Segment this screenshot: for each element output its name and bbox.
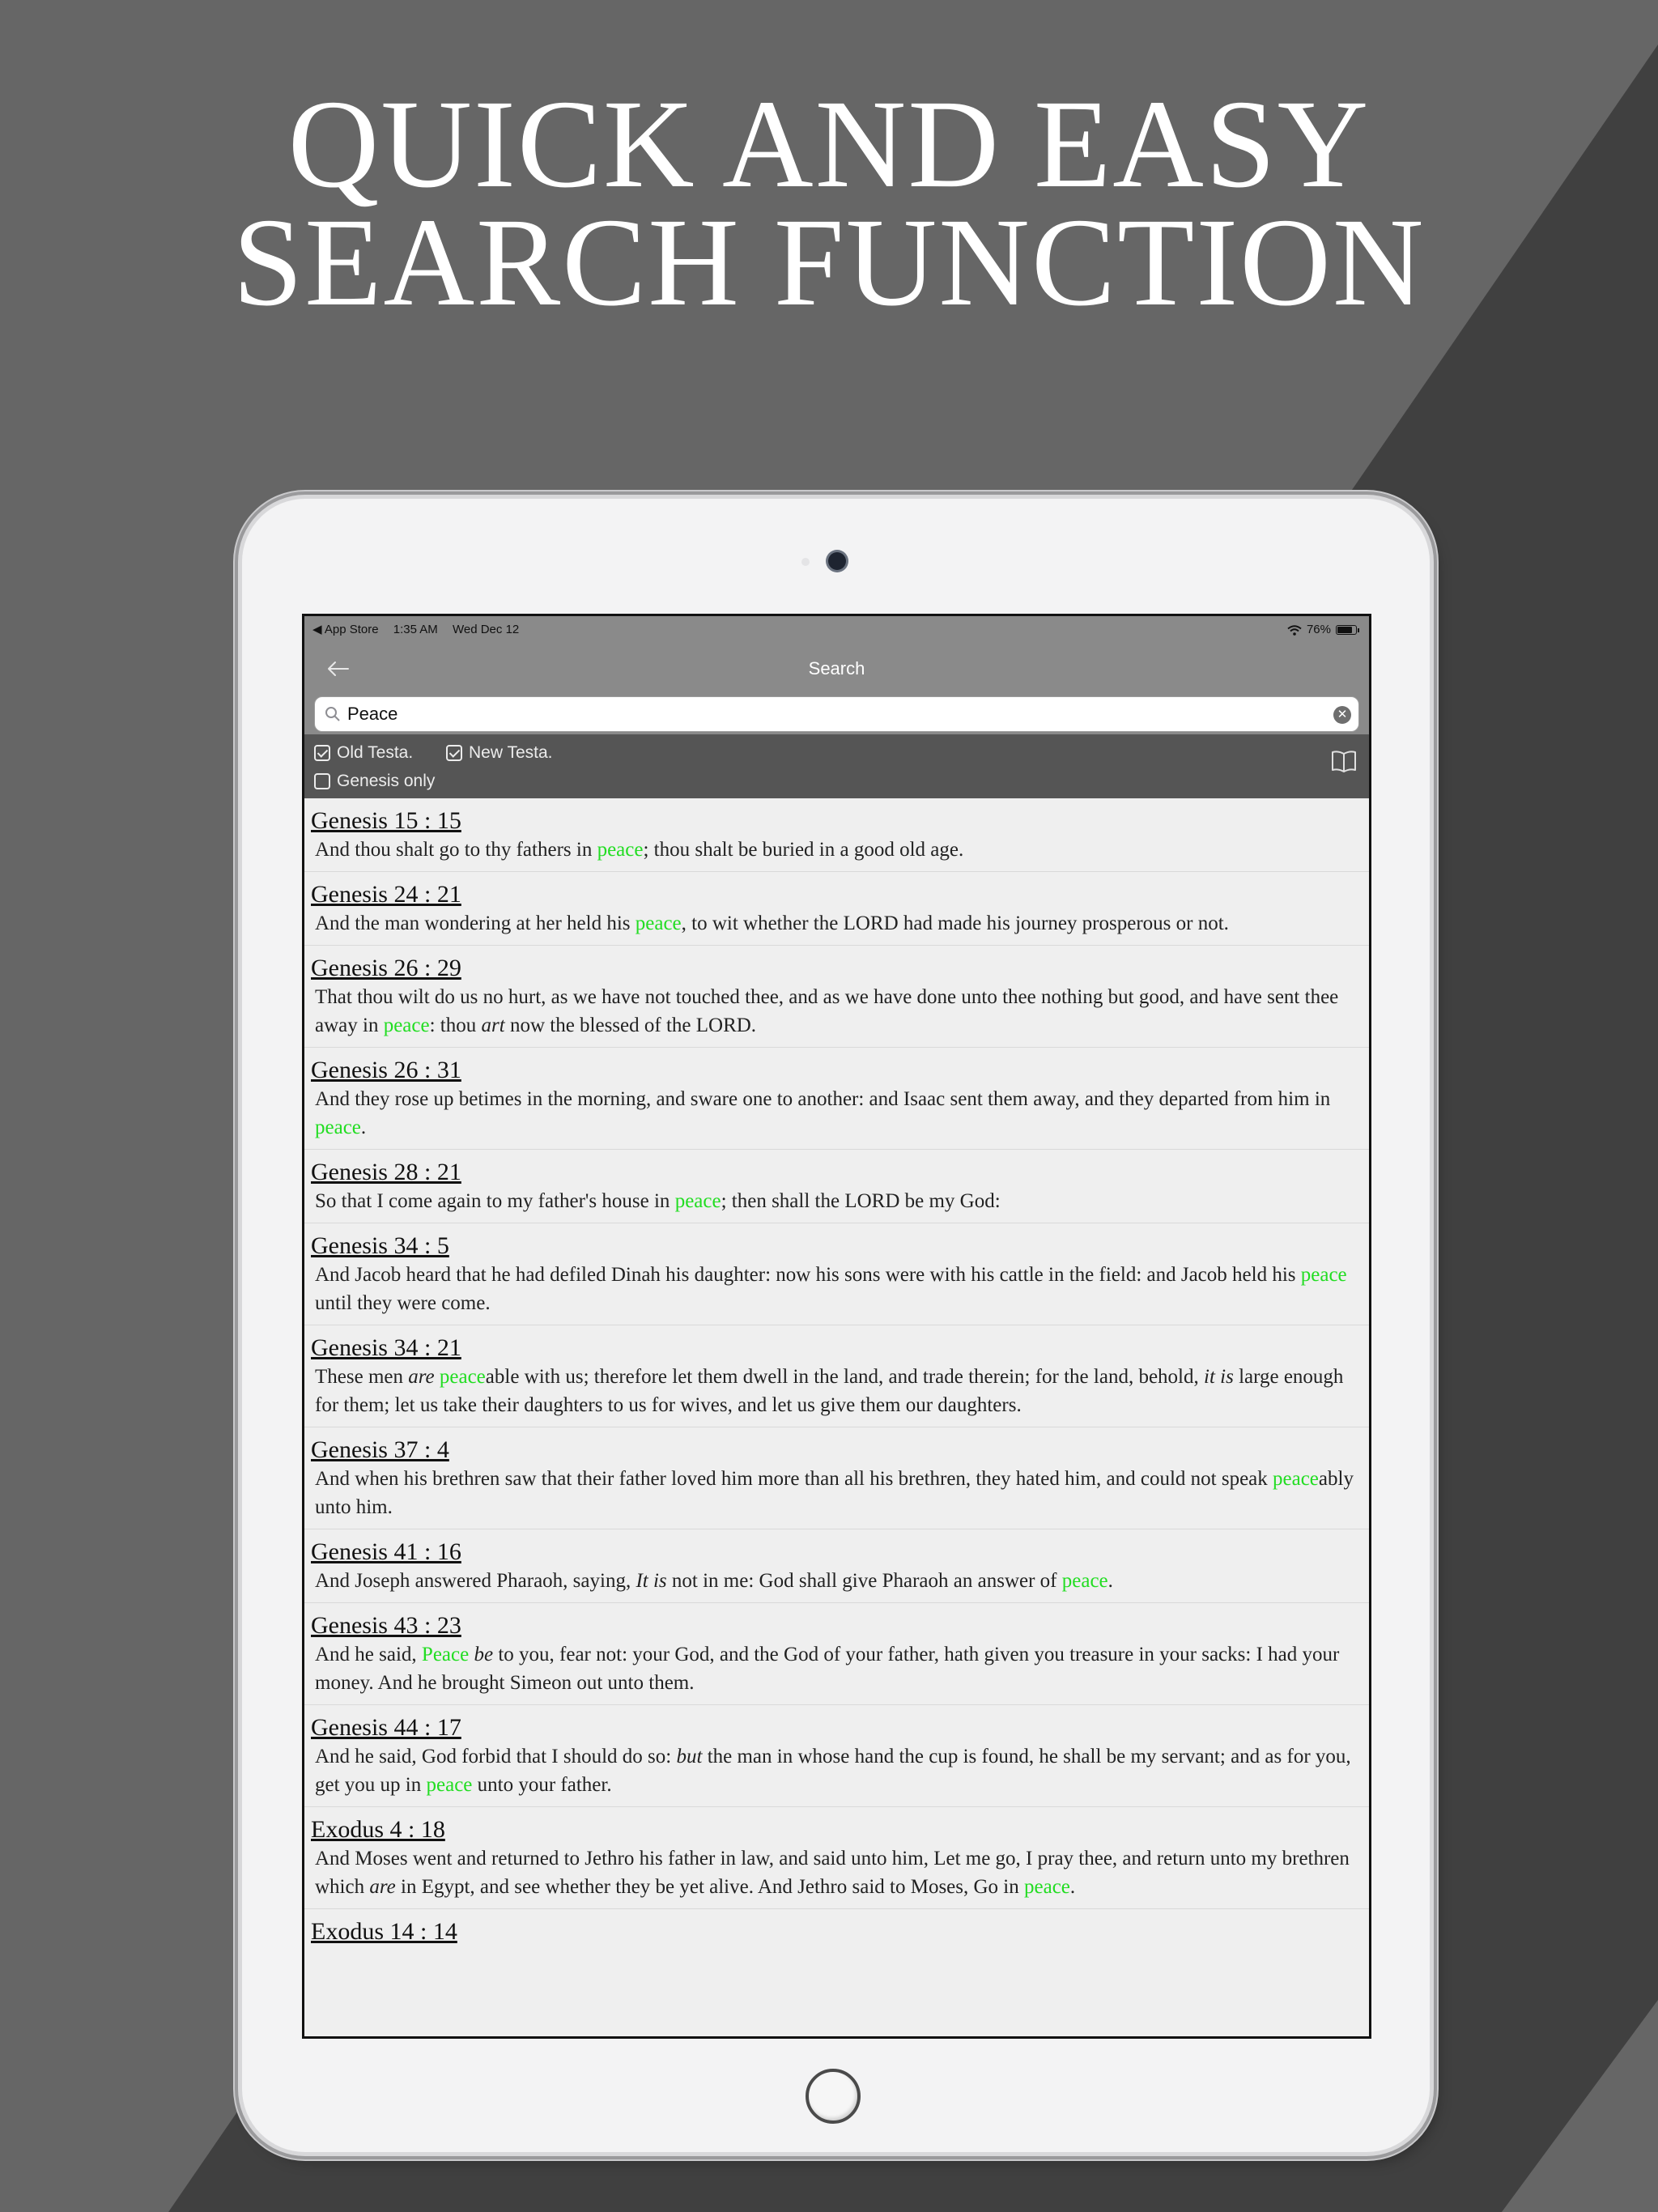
verse-text [311,1640,1363,1697]
verse-segment: . [360,1117,367,1138]
verse-text [311,1363,1363,1419]
verse-text [311,1742,1363,1799]
result-item[interactable] [304,1909,1369,1954]
book-icon[interactable] [1330,749,1358,773]
home-button[interactable] [806,2069,861,2124]
search-icon [325,706,341,722]
verse-segment: And Joseph answered Pharaoh, saying, [315,1570,636,1592]
result-item[interactable] [304,1705,1369,1807]
verse-segment: unto your father. [472,1774,612,1796]
result-item[interactable] [304,1150,1369,1223]
verse-reference-link[interactable]: Genesis 26 : 29 [311,955,461,981]
search-match-highlight: peace [674,1190,721,1212]
verse-segment: And Moses went and returned to Jethro his father in law, and said unto him, Let me go, I pray thee, and return unto my brethren which [315,1848,1350,1898]
status-date: Wed Dec 12 [452,623,520,636]
battery-icon [1336,625,1357,635]
verse-segment: are [408,1366,435,1388]
verse-segment: it is [1204,1366,1234,1388]
filter-new-testament[interactable] [446,743,553,763]
verse-reference-link[interactable]: Genesis 26 : 31 [311,1057,461,1083]
verse-segment: art [481,1015,505,1036]
verse-segment: not in me: God shall give Pharaoh an answer of [666,1570,1062,1592]
verse-segment: These men [315,1366,409,1388]
verse-reference-link[interactable]: Genesis 34 : 21 [311,1334,461,1361]
headline [0,74,1658,332]
verse-reference-link[interactable]: Genesis 41 : 16 [311,1538,461,1565]
battery-percent: 76% [1306,623,1331,636]
verse-segment: It is [636,1570,667,1592]
search-match-highlight: peace [383,1015,430,1036]
result-item[interactable] [304,1529,1369,1603]
verse-segment: large enough for them; let us take their daughters to us for wives, and let us give them our daughters. [315,1366,1344,1416]
wifi-icon [1287,625,1302,636]
status-time: 1:35 AM [393,623,438,636]
verse-segment: in Egypt, and see whether they be yet alive. And Jethro said to Moses, Go in [395,1876,1024,1898]
verse-text [311,983,1363,1040]
verse-segment: And the man wondering at her held his [315,912,636,934]
verse-segment: . [1107,1570,1113,1592]
battery-tip [1358,628,1359,632]
verse-segment: . [1069,1876,1076,1898]
verse-text [311,1465,1363,1521]
search-input[interactable] [314,696,1359,732]
result-item[interactable] [304,1807,1369,1909]
verse-reference-link[interactable]: Genesis 43 : 23 [311,1612,461,1639]
nav-bar [304,644,1369,694]
verse-segment: , to wit whether the LORD had made his journey prosperous or not. [681,912,1229,934]
verse-segment: are [369,1876,396,1898]
clear-search-icon[interactable]: ✕ [1333,706,1351,724]
book-only-checkbox[interactable] [314,773,330,789]
verse-segment: And they rose up betimes in the morning, and sware one to another: and Isaac sent them away, and they departed from him in [315,1088,1331,1110]
verse-segment: ; then shall the LORD be my God: [721,1190,1001,1212]
ambient-sensor [801,558,810,566]
verse-text [311,1261,1363,1317]
verse-text [311,1844,1363,1901]
result-item[interactable] [304,946,1369,1048]
verse-reference-link[interactable]: Genesis 28 : 21 [311,1159,461,1185]
verse-segment: ably unto him. [315,1468,1354,1518]
result-item[interactable] [304,872,1369,946]
search-match-highlight: peace [439,1366,486,1388]
filter-old-testament[interactable] [314,743,413,763]
result-item[interactable] [304,798,1369,872]
back-to-app-store[interactable]: ◀ App Store [312,623,379,636]
result-item[interactable] [304,1603,1369,1705]
verse-reference-link[interactable]: Exodus 4 : 18 [311,1816,445,1843]
verse-segment: And he said, [315,1644,422,1665]
search-match-highlight: peace [1273,1468,1319,1490]
results-list[interactable] [304,798,1369,2036]
result-item[interactable] [304,1223,1369,1325]
verse-reference-link[interactable]: Genesis 44 : 17 [311,1714,461,1741]
verse-reference-link[interactable]: Exodus 14 : 14 [311,1918,457,1945]
search-match-highlight: peace [597,839,644,861]
book-only-label: Genesis only [337,772,436,790]
verse-segment: to you, fear not: your God, and the God of your father, hath given you treasure in your sacks: I had your money. And he brought Simeon out unto them. [315,1644,1340,1694]
verse-segment: And thou shalt go to thy fathers in [315,839,597,861]
filter-bar [304,734,1369,798]
verse-text [311,836,1363,864]
verse-segment: now the blessed of the LORD. [504,1015,757,1036]
verse-segment: the man in whose hand the cup is found, he shall be my servant; and as for you, get you up in [315,1746,1351,1796]
headline-line-1: QUICK AND EASY [287,74,1371,214]
search-panel [304,694,1369,734]
result-item[interactable] [304,1048,1369,1150]
verse-text [311,1567,1363,1595]
battery-level-fill [1337,627,1352,633]
verse-segment: but [676,1746,703,1767]
verse-segment: : thou [429,1015,482,1036]
filter-book-only[interactable] [314,772,435,791]
verse-segment: able with us; therefore let them dwell in the land, and trade therein; for the land, behold, [485,1366,1204,1388]
search-match-highlight: peace [315,1117,361,1138]
verse-reference-link[interactable]: Genesis 15 : 15 [311,807,461,834]
verse-segment: until they were come. [315,1292,491,1314]
verse-segment: ; thou shalt be buried in a good old age. [643,839,964,861]
new-testament-label: New Testa. [469,743,553,762]
search-match-highlight: Peace [421,1644,470,1665]
result-item[interactable] [304,1427,1369,1529]
verse-text [311,909,1363,938]
verse-segment: And when his brethren saw that their father loved him more than all his brethren, they hated him, and could not speak [315,1468,1273,1490]
search-match-highlight: peace [1061,1570,1108,1592]
old-testament-checkbox[interactable] [314,745,330,761]
result-item[interactable] [304,1325,1369,1427]
app-screen [302,614,1371,2039]
headline-line-2: SEARCH FUNCTION [232,192,1426,332]
status-bar [304,616,1369,644]
new-testament-checkbox[interactable] [446,745,462,761]
verse-reference-link[interactable]: Genesis 37 : 4 [311,1436,449,1463]
search-match-highlight: peace [1300,1264,1347,1286]
search-match-highlight: peace [1024,1876,1070,1898]
verse-segment: That thou wilt do us no hurt, as we have not touched thee, and as we have done unto thee nothing but good, and have sent thee away in [315,986,1339,1036]
search-match-highlight: peace [426,1774,473,1796]
verse-segment: And Jacob heard that he had defiled Dinah his daughter: now his sons were with his cattle in the field: and Jacob held his [315,1264,1301,1286]
verse-text [311,1187,1363,1215]
search-query[interactable]: Peace [347,704,398,724]
old-testament-label: Old Testa. [337,743,414,762]
verse-reference-link[interactable]: Genesis 24 : 21 [311,881,461,908]
page-title: Search [808,658,865,678]
verse-reference-link[interactable]: Genesis 34 : 5 [311,1232,449,1259]
verse-segment: And he said, God forbid that I should do so: [315,1746,677,1767]
verse-text [311,1085,1363,1142]
search-match-highlight: peace [635,912,682,934]
verse-segment: be [474,1644,494,1665]
verse-segment: So that I come again to my father's house in [315,1190,675,1212]
front-camera [828,552,846,570]
